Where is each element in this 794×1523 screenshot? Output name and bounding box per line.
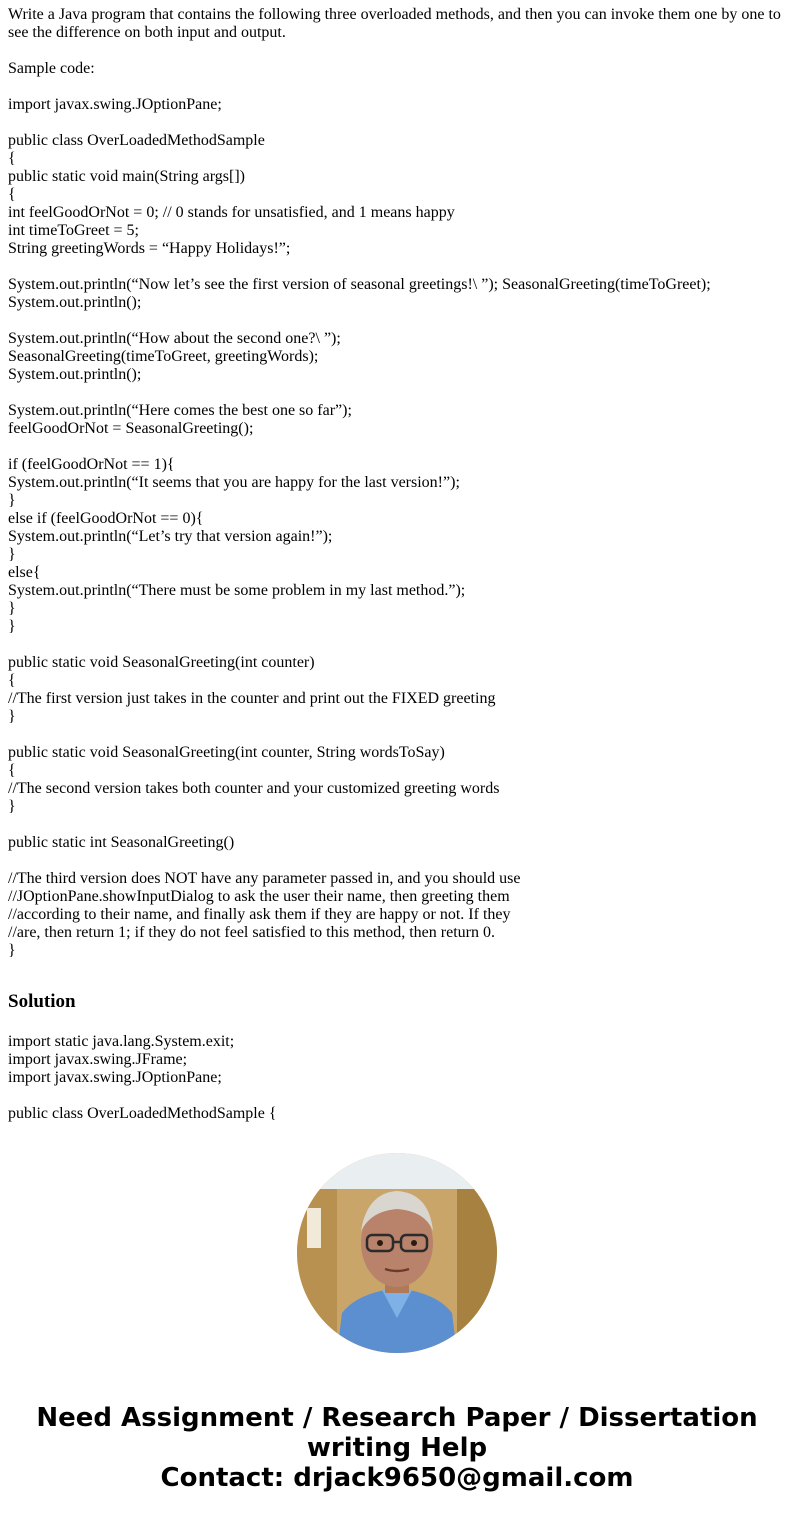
code-line: }: [8, 708, 16, 725]
code-line: //according to their name, and finally ask them if they are happy or not. If they: [8, 906, 511, 923]
question-code-block: [8, 96, 786, 960]
footer-line-3: Contact: drjack9650@gmail.com: [160, 1463, 634, 1493]
code-line: public class OverLoadedMethodSample {: [8, 1105, 277, 1122]
code-line: [8, 438, 786, 456]
code-line: }: [8, 618, 16, 635]
code-line: //JOptionPane.showInputDialog to ask the user their name, then greeting them: [8, 888, 510, 905]
code-line: [8, 816, 786, 834]
code-line: public static void SeasonalGreeting(int counter): [8, 654, 315, 671]
code-line: SeasonalGreeting(timeToGreet, greetingWords);: [8, 348, 319, 365]
question-section: [8, 6, 786, 960]
code-line: [8, 384, 786, 402]
solution-heading: Solution: [8, 991, 76, 1012]
code-line: int timeToGreet = 5;: [8, 222, 139, 239]
code-line: //The first version just takes in the counter and print out the FIXED greeting: [8, 690, 496, 707]
code-line: [8, 114, 786, 132]
code-line: else if (feelGoodOrNot == 0){: [8, 510, 204, 527]
sample-code-label: Sample code:: [8, 60, 95, 77]
code-line: }: [8, 600, 16, 617]
code-line: //are, then return 1; if they do not feel satisfied to this method, then return 0.: [8, 924, 495, 941]
code-line: }: [8, 798, 16, 815]
code-line: int feelGoodOrNot = 0; // 0 stands for unsatisfied, and 1 means happy: [8, 204, 455, 221]
code-line: {: [8, 672, 16, 689]
code-line: [8, 726, 786, 744]
code-line: System.out.println(“How about the second one?\ ”);: [8, 330, 341, 347]
code-line: feelGoodOrNot = SeasonalGreeting();: [8, 420, 254, 437]
code-line: public static int SeasonalGreeting(): [8, 834, 235, 851]
footer-line-1: Need Assignment / Research Paper / Dissertation: [36, 1403, 758, 1433]
code-line: {: [8, 186, 16, 203]
code-line: String greetingWords = “Happy Holidays!”;: [8, 240, 291, 257]
code-line: public class OverLoadedMethodSample: [8, 132, 265, 149]
code-line: }: [8, 492, 16, 509]
code-line: [8, 312, 786, 330]
code-line: if (feelGoodOrNot == 1){: [8, 456, 175, 473]
code-line: else{: [8, 564, 41, 581]
code-line: import static java.lang.System.exit;: [8, 1033, 235, 1050]
code-line: System.out.println(“Now let’s see the first version of seasonal greetings!\ ”); SeasonalGreeting(timeToGreet);: [8, 276, 711, 293]
code-line: public static void SeasonalGreeting(int counter, String wordsToSay): [8, 744, 445, 761]
code-line: }: [8, 942, 16, 959]
code-line: //The second version takes both counter and your customized greeting words: [8, 780, 500, 797]
footer-contact: [0, 1403, 794, 1493]
code-line: public static void main(String args[]): [8, 168, 245, 185]
code-line: {: [8, 762, 16, 779]
solution-code-block: [8, 1033, 786, 1123]
code-line: {: [8, 150, 16, 167]
code-line: import javax.swing.JFrame;: [8, 1051, 188, 1068]
code-line: System.out.println();: [8, 294, 142, 311]
code-line: }: [8, 546, 16, 563]
code-line: import javax.swing.JOptionPane;: [8, 1069, 222, 1086]
code-line: [8, 636, 786, 654]
code-line: System.out.println();: [8, 366, 142, 383]
question-intro: Write a Java program that contains the following three overloaded methods, and then you can invoke them one by one to see the difference on both input and output.: [8, 6, 781, 41]
footer-line-2: writing Help: [306, 1433, 488, 1463]
code-line: System.out.println(“Let’s try that version again!”);: [8, 528, 333, 545]
code-line: [8, 852, 786, 870]
code-line: System.out.println(“Here comes the best one so far”);: [8, 402, 352, 419]
code-line: //The third version does NOT have any parameter passed in, and you should use: [8, 870, 521, 887]
code-line: [8, 258, 786, 276]
document-content: [8, 6, 786, 1123]
code-line: System.out.println(“It seems that you are happy for the last version!”);: [8, 474, 460, 491]
code-line: System.out.println(“There must be some problem in my last method.”);: [8, 582, 466, 599]
code-line: import javax.swing.JOptionPane;: [8, 96, 222, 113]
code-line: [8, 1087, 786, 1105]
author-avatar: [297, 1153, 497, 1353]
